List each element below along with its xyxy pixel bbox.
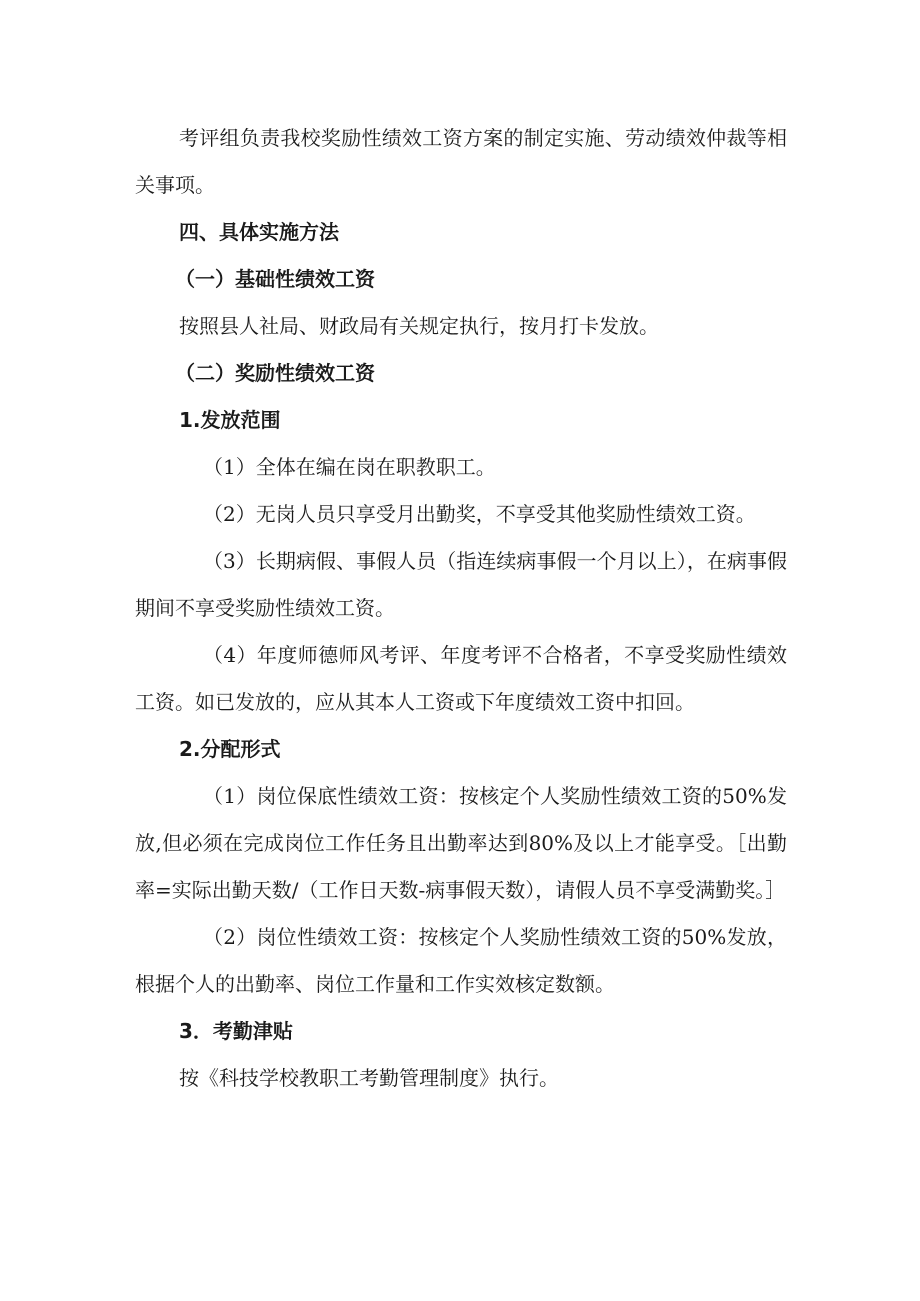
paragraph-evaluation-group: 考评组负责我校奖励性绩效工资方案的制定实施、劳动绩效仲裁等相关事项。 [135, 126, 787, 197]
item-heading-scope: 1.发放范围 [179, 408, 281, 432]
subheading-incentive-performance-pay: （二）奖励性绩效工资 [175, 361, 375, 385]
paragraph-distribution-1: （1）岗位保底性绩效工资：按核定个人奖励性绩效工资的50%发放,但必须在完成岗位工作任务且出勤率达到80%及以上才能享受。［出勤率=实际出勤天数/（工作日天数-病事假天数），请假人员不享受满勤奖。］ [135, 784, 787, 902]
paragraph-scope-3: （3）长期病假、事假人员（指连续病事假一个月以上），在病事假期间不享受奖励性绩效工资。 [135, 549, 787, 620]
paragraph-attendance-rule: 按《科技学校教职工考勤管理制度》执行。 [179, 1066, 559, 1090]
subheading-basic-performance-pay: （一）基础性绩效工资 [175, 267, 375, 291]
item-heading-distribution: 2.分配形式 [179, 737, 281, 761]
document-body [135, 115, 787, 1102]
paragraph-scope-2: （2）无岗人员只享受月出勤奖，不享受其他奖励性绩效工资。 [203, 502, 756, 526]
paragraph-basic-pay-rule: 按照县人社局、财政局有关规定执行，按月打卡发放。 [179, 314, 659, 338]
item-heading-attendance-allowance: 3．考勤津贴 [179, 1019, 293, 1043]
paragraph-scope-4: （4）年度师德师风考评、年度考评不合格者，不享受奖励性绩效工资。如已发放的，应从其本人工资或下年度绩效工资中扣回。 [135, 643, 787, 714]
paragraph-distribution-2: （2）岗位性绩效工资：按核定个人奖励性绩效工资的50%发放，根据个人的出勤率、岗位工作量和工作实效核定数额。 [135, 925, 787, 996]
section-heading-implementation: 四、具体实施方法 [179, 220, 339, 244]
paragraph-scope-1: （1）全体在编在岗在职教职工。 [203, 455, 496, 479]
